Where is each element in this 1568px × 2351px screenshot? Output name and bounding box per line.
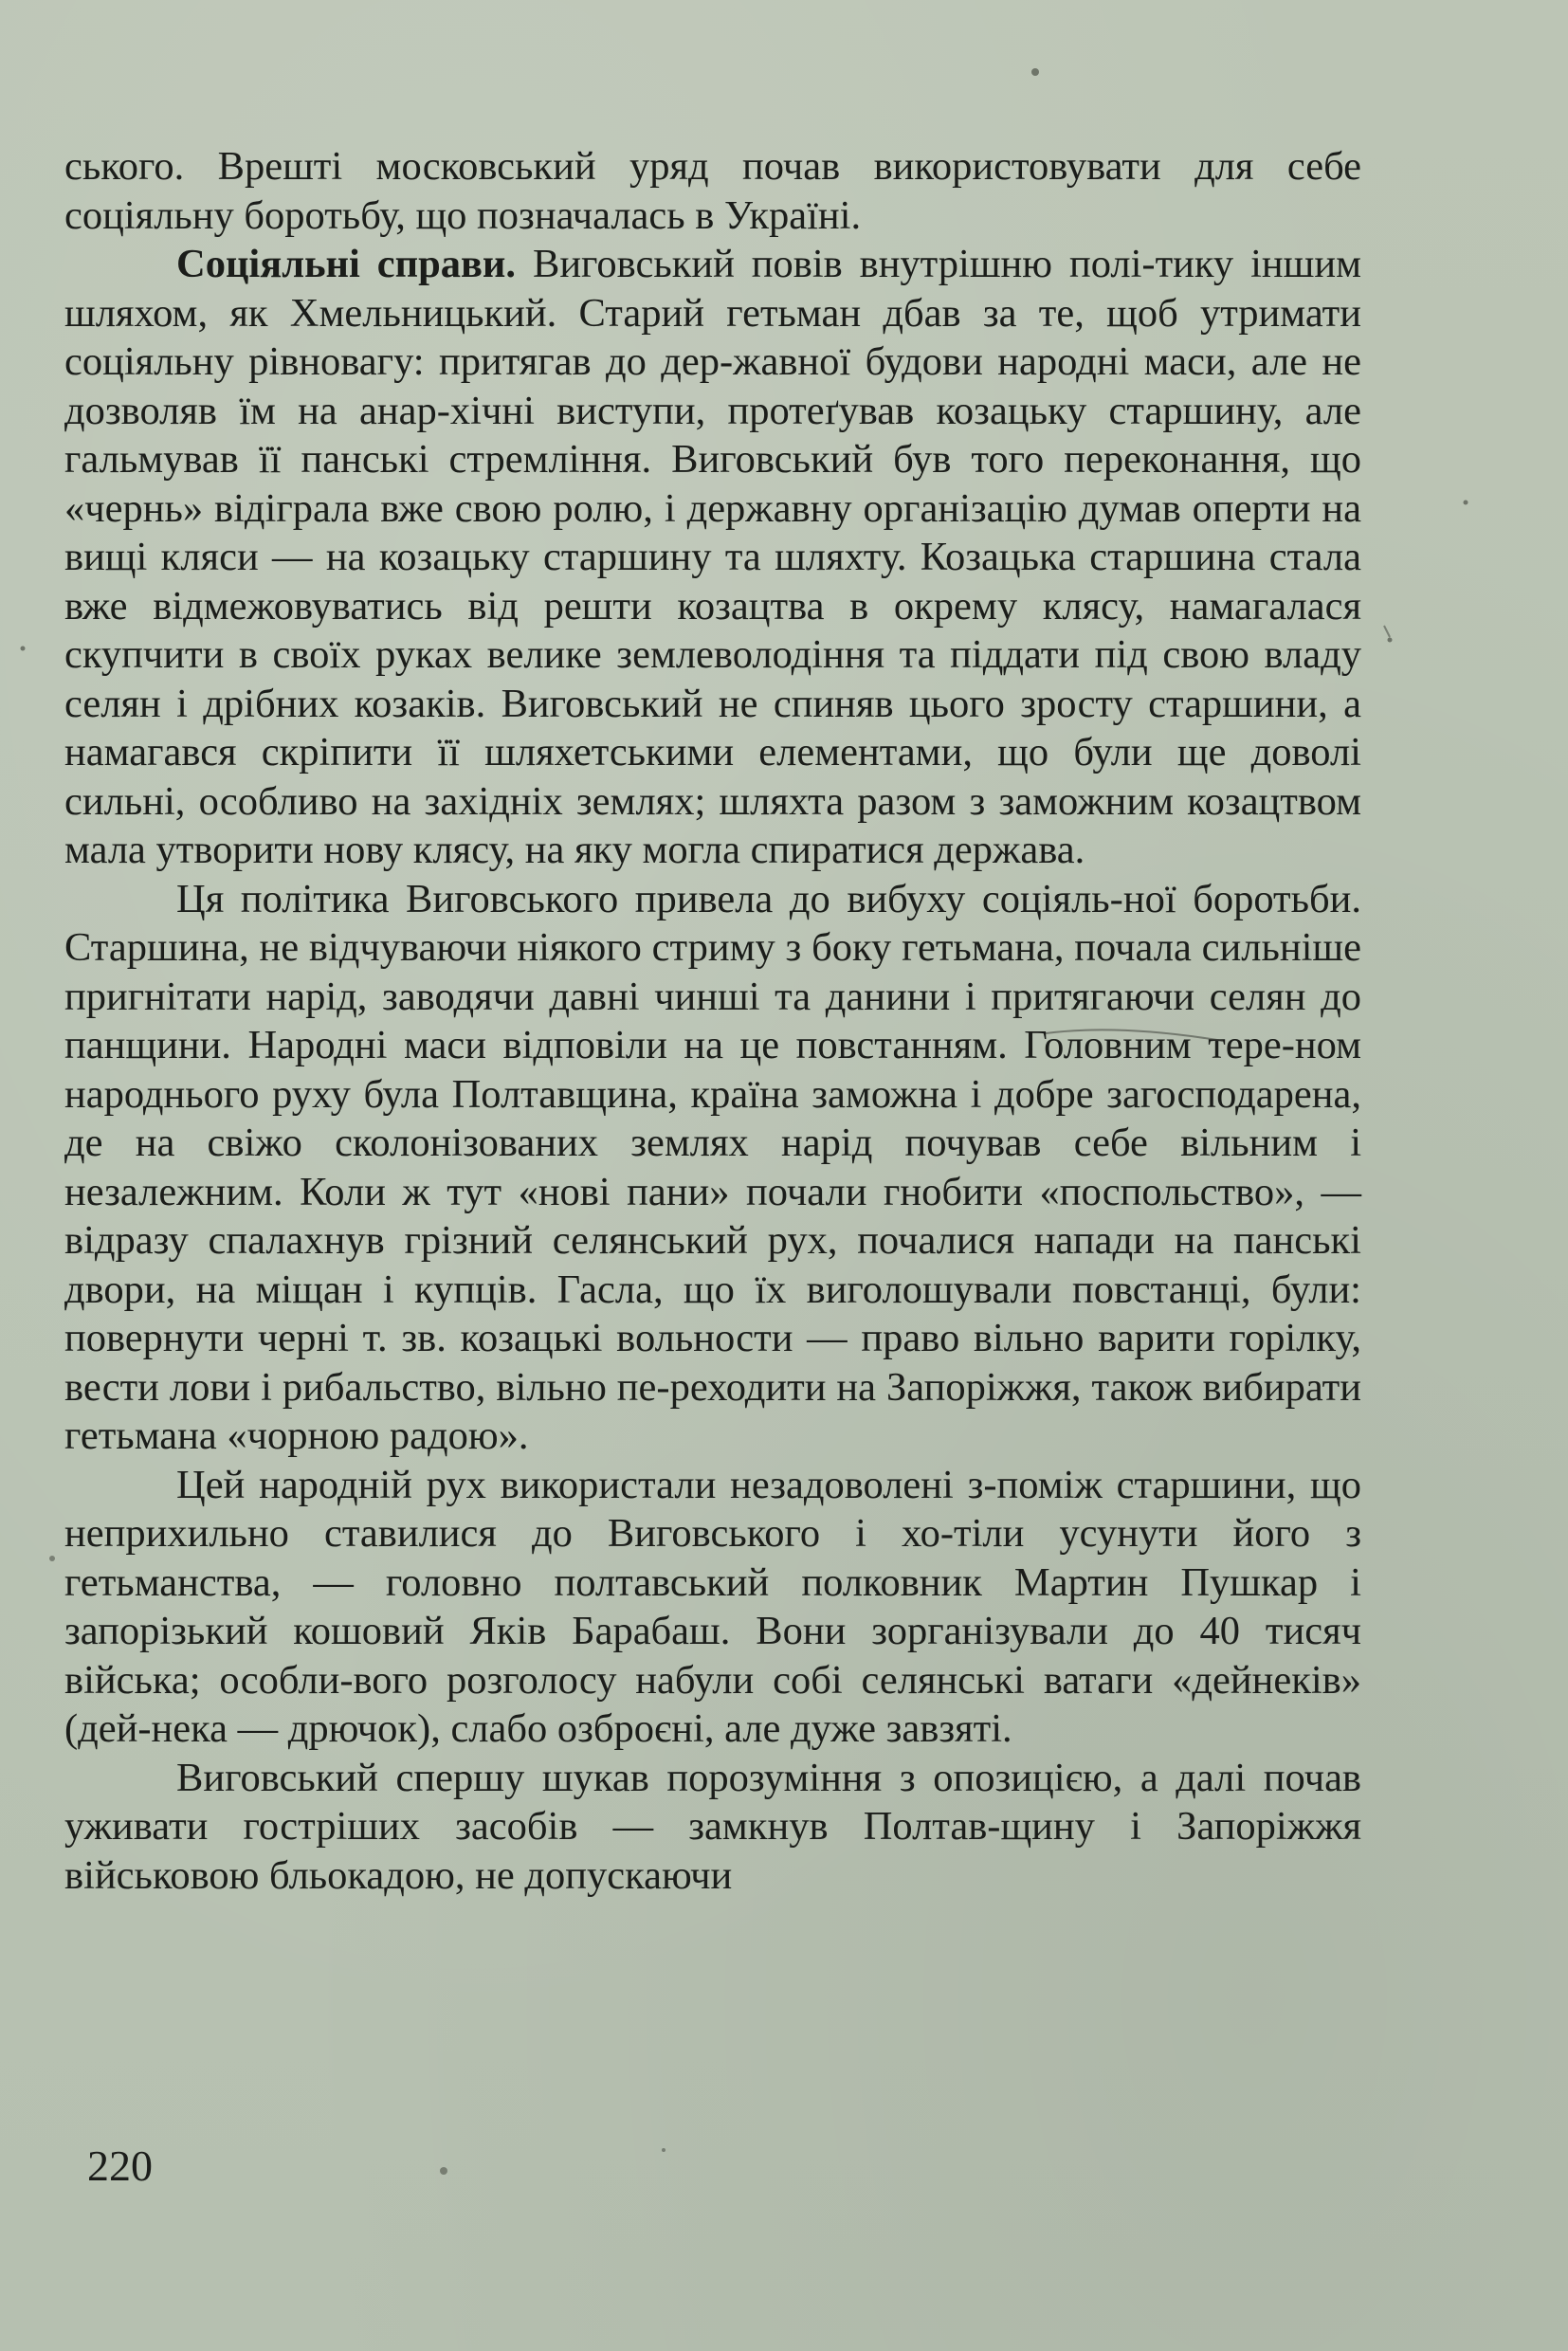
paragraph [64, 1461, 1361, 1754]
paragraph-text: Ця політика Виговського привела до вибуху соціяль‑ної боротьби. Старшина, не відчуваючи ніякого стриму з боку гетьмана, почала сильніше пригнітати нарід, заводячи давні чинші та данини і притягаючи селян до панщини. Народні маси відповіли на це повстанням. Головним тере‑ном народнього руху була Полтавщина, країна заможна і добре загосподарена, де на свіжо сколонізованих землях нарід почував себе вільним і незалежним. Коли ж тут «нові пани» почали гнобити «поспольство», — відразу спалахнув грізний селянський рух, почалися напади на панські двори, на міщан і купців. Гасла, що їх виголошували повстанці, були: повернути черні т. зв. козацькі вольности — право вільно варити горілку, вести лови і рибальство, вільно пе‑реходити на Запоріжжя, також вибирати гетьмана «чорною радою». [64, 876, 1361, 1458]
page-number: 220 [87, 2141, 153, 2190]
section-heading: Соціяльні справи. [176, 242, 517, 286]
paragraph-text: Виговський повів внутрішню полі‑тику іншим шляхом, як Хмельницький. Старий гетьман дбав за те, щоб утримати соціяльну рівновагу: притягав до дер‑жавної будови народні маси, але не дозволяв їм на анар‑хічні виступи, протеґував козацьку старшину, але гальмував її панські стремління. Виговський був того переконання, що «чернь» відіграла вже свою ролю, і державну організацію думав оперти на вищі кляси — на козацьку старшину та шляхту. Козацька старшина стала вже відмежовуватись від решти козацтва в окрему клясу, намагалася скупчити в своїх руках велике землеволодіння та піддати під свою владу селян і дрібних козаків. Виговський не спиняв цього зросту старшини, а намагався скріпити її шляхетськими елементами, що були ще доволі сильні, особливо на західніх землях; шляхта разом з заможним козацтвом мала утворити нову клясу, на яку могла спиратися держава. [64, 242, 1361, 872]
paragraph-social-affairs [64, 240, 1361, 875]
paragraph [64, 1754, 1361, 1901]
paragraph-text: Цей народній рух використали незадоволені з‑поміж старшини, що неприхильно ставилися до Виговського і хо‑тіли усунути його з гетьманства, — головно полтавський полковник Мартин Пушкар і запорізький кошовий Яків Барабаш. Вони зорганізували до 40 тисяч війська; особли‑вого розголосу набули собі селянські ватаги «дейнеків» (дей‑нека — дрючок), слабо озброєні, але дуже завзяті. [64, 1462, 1361, 1751]
paragraph-continued [64, 142, 1361, 240]
paragraph-text: Виговський спершу шукав порозуміння з опозицією, а далі почав уживати гострішиx засобів — замкнув Полтав‑щину і Запоріжжя військовою бльокадою, не допускаючи [64, 1755, 1361, 1898]
body-text [64, 142, 1361, 1900]
paragraph [64, 875, 1361, 1461]
paragraph-text: ського. Врешті московський уряд почав використовувати для себе соціяльну боротьбу, що позначалась в Україні. [64, 144, 1361, 238]
